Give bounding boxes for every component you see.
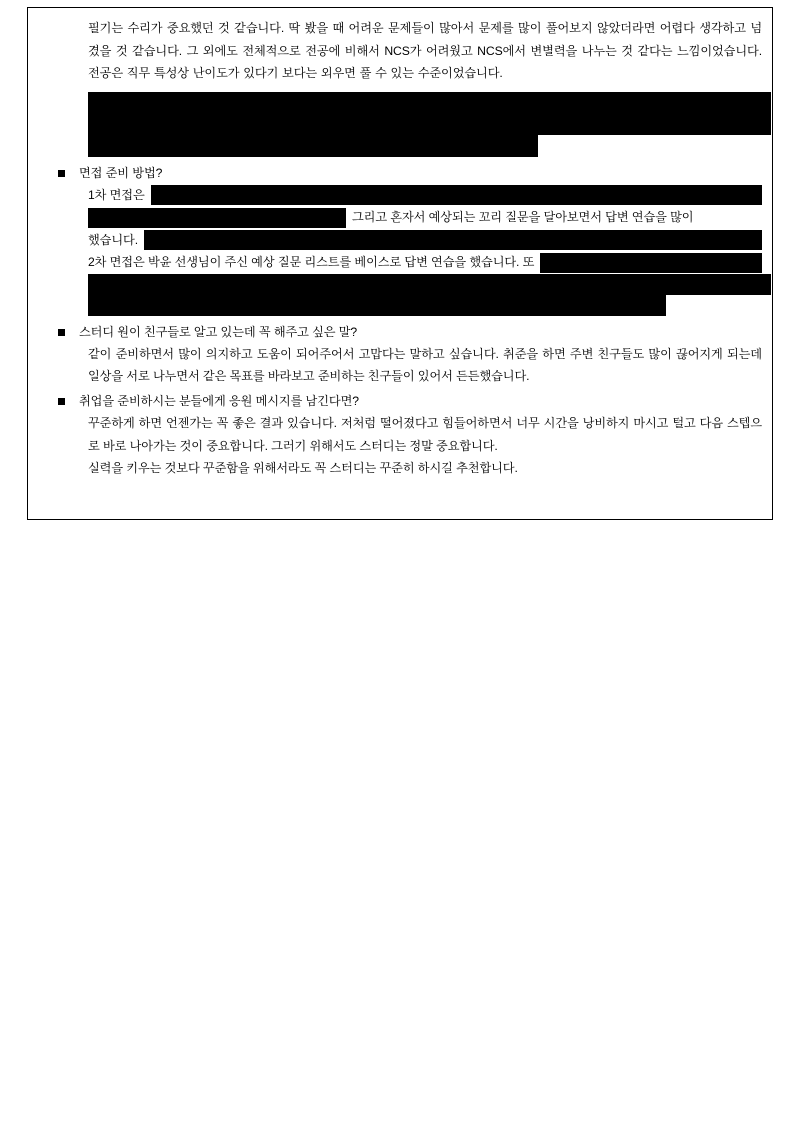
question-item	[28, 391, 772, 412]
redaction-bar	[88, 208, 346, 228]
answer-text-secondary: 실력을 키우는 것보다 꾸준함을 위해서라도 꼭 스터디는 꾸준히 하시길 추천합니다.	[88, 461, 518, 476]
first-interview-prefix: 1차 면접은	[88, 187, 145, 202]
first-interview-continuation	[88, 206, 762, 229]
square-bullet-icon	[58, 329, 65, 336]
redaction-bar	[151, 185, 762, 205]
question-item	[28, 322, 772, 343]
continuation-tail-text: 했습니다.	[88, 232, 138, 247]
question-label: 스터디 원이 친구들로 알고 있는데 꼭 해주고 싶은 말?	[79, 324, 358, 339]
intro-redaction-group	[28, 92, 772, 157]
square-bullet-icon	[58, 398, 65, 405]
redaction-bar	[88, 295, 666, 316]
redaction-bar	[540, 253, 762, 273]
answer-block-interview	[28, 184, 772, 316]
redaction-bar	[144, 230, 762, 250]
answer-text: 같이 준비하면서 많이 의지하고 도움이 되어주어서 고맙다는 말하고 싶습니다. 취준을 하면 주변 친구들도 많이 끊어지게 되는데 일상을 서로 나누면서 같은 목표를 바라보고 준비하는 친구들이 있어서 든든했습니다.	[88, 346, 762, 384]
first-interview-tail	[88, 229, 762, 252]
question-label: 취업을 준비하시는 분들에게 응원 메시지를 남긴다면?	[79, 393, 359, 408]
redaction-bar	[88, 114, 771, 135]
document-text-frame	[27, 7, 773, 520]
square-bullet-icon	[58, 170, 65, 177]
second-interview-line	[88, 251, 762, 274]
intro-paragraph: 필기는 수리가 중요했던 것 같습니다. 딱 봤을 때 어려운 문제들이 많아서 문제를 많이 풀어보지 않았더라면 어렵다 생각하고 넘겼을 것 같습니다. 그 외에도 전체적으로 전공에 비해서 NCS가 어려웠고 NCS에서 변별력을 나누는 것 같다는 느낌이었습니다. 전공은 직무 특성상 난이도가 있다기 보다는 외우면 풀 수 있는 수준이었습니다.	[88, 21, 762, 81]
document-content	[28, 8, 772, 480]
question-label: 면접 준비 방법?	[79, 165, 163, 180]
continuation-text: 그리고 혼자서 예상되는 꼬리 질문을 달아보면서 답변 연습을 많이	[352, 210, 694, 225]
redaction-bar	[88, 92, 771, 114]
first-interview-line	[88, 184, 762, 207]
answer-text: 꾸준하게 하면 언젠가는 꼭 좋은 결과 있습니다. 저처럼 떨어졌다고 힘들어하면서 너무 시간을 낭비하지 마시고 털고 다음 스텝으로 바로 나아가는 것이 중요합니다. 그러기 위해서도 스터디는 정말 중요합니다.	[88, 415, 762, 453]
second-interview-text: 2차 면접은 박윤 선생님이 주신 예상 질문 리스트를 베이스로 답변 연습을 했습니다. 또	[88, 255, 535, 270]
redaction-bar	[88, 274, 771, 295]
redaction-bar	[88, 135, 538, 157]
question-item	[28, 163, 772, 184]
